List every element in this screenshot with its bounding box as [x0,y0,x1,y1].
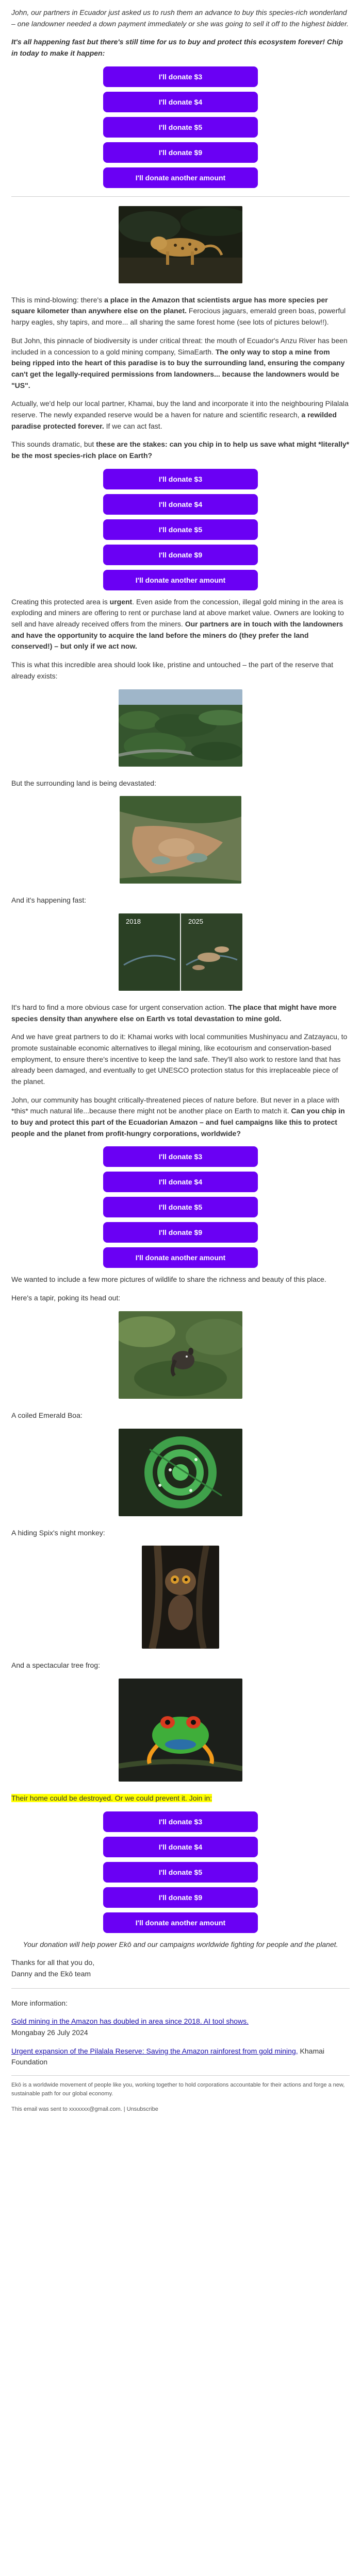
tree-frog-photo [119,1679,242,1782]
donation-note: Your donation will help power Ekō and our campaigns worldwide fighting for people and the planet. [23,1940,338,1948]
donate-4-button[interactable]: I'll donate $4 [103,92,258,112]
donate-4-button[interactable]: I'll donate $4 [103,1837,258,1857]
paragraph-tapir: Here's a tapir, poking its head out: [11,1294,121,1302]
paragraph-wildlife: We wanted to include a few more pictures of wildlife to share the richness and beauty of this place. [11,1275,326,1284]
donate-3-button[interactable]: I'll donate $3 [103,66,258,87]
donate-3-button[interactable]: I'll donate $3 [103,469,258,489]
paragraph-devastated: But the surrounding land is being devastated: [11,778,156,787]
donate-4-button[interactable]: I'll donate $4 [103,494,258,515]
intro-callout: It's all happening fast but there's still time for us to buy and protect this ecosystem forever! Chip in today to make it happen: [11,38,343,58]
reference-1 [11,2016,350,2038]
map-year-2018: 2018 [126,917,141,925]
donate-9-button[interactable]: I'll donate $9 [103,1887,258,1908]
paragraph-boa: A coiled Emerald Boa: [11,1411,83,1419]
donate-3-button[interactable]: I'll donate $3 [103,1811,258,1832]
donate-3-button[interactable]: I'll donate $3 [103,1146,258,1167]
map-year-2025: 2025 [188,917,203,925]
donate-other-button[interactable]: I'll donate another amount [103,1912,258,1933]
reference-2-link[interactable]: Urgent expansion of the Pilalala Reserve: Saving the Amazon rainforest from gold mining, [11,2046,298,2055]
paragraph-urgent-case: It's hard to find a more obvious case for urgent conservation action. The place that might have more species density than anywhere else on Earth vs total devastation to mine gold. [11,1003,337,1023]
footer-about: Ekō is a worldwide movement of people like you, working together to hold corporations accountable for their actions and forge a new, sustainable path for our global economy. [11,2082,345,2097]
signoff: Thanks for all that you do, Danny and the Ekō team [11,1958,95,1978]
footer-divider [11,2075,350,2076]
tapir-photo [119,1311,242,1399]
donate-buttons-3 [103,1146,258,1268]
reference-1-link[interactable]: Gold mining in the Amazon has doubled in area since 2018. AI tool shows. [11,2017,249,2026]
donate-5-button[interactable]: I'll donate $5 [103,1862,258,1883]
paragraph-partner: Actually, we'd help our local partner, Khamai, buy the land and incorporate it into the neighbouring Pilalala reserve. The newly expanded reserve would be a haven for nature and scientific research, a rewilded paradise protected forever. If we can act fast. [11,399,349,430]
donate-9-button[interactable]: I'll donate $9 [103,1222,258,1243]
paragraph-mind-blowing: This is mind-blowing: there's a place in the Amazon that scientists argue has more species per square kilometer than anywhere else on the planet. Ferocious jaguars, emerald green boas, powerful harpy eagles, shy tapirs, and more... all sharing the same forest home (see lots of pictures below!!). [11,295,346,327]
reference-1-source: Mongabay 26 July 2024 [11,2028,88,2037]
footer-unsubscribe[interactable]: This email was sent to xxxxxxx@gmail.com. | Unsubscribe [11,2106,158,2113]
email-body [11,0,350,2114]
reference-2-source: Khamai Foundation [11,2046,324,2066]
paragraph-join: Their home could be destroyed. Or we could prevent it. Join in: [11,1793,212,1802]
donate-other-button[interactable]: I'll donate another amount [103,1247,258,1268]
reference-2 [11,2046,350,2068]
paragraph-community: John, our community has bought critically-threatened pieces of nature before. But never in a place with *this* much natural life...because there might not be another place on Earth to match it. Can you chip in to buy and protect this part of the Ecuadorian Amazon – and fuel campaigns like this to protect people and the planet from profit-hungry corporations, worldwide? [11,1095,345,1138]
more-info-heading: More information: [11,1998,68,2007]
paragraph-partners: And we have great partners to do it: Khamai works with local communities Mushinyacu and Zatzayacu, to promote sustainable economic alternatives to illegal mining, like ecotourism and conservation-based employment, to ensure there's incentive to keep the land safe. They'll also work to restore land that has already been damaged, and eventually to get UNESCO protection status for this irreplaceable piece of the planet. [11,1032,348,1086]
divider [11,196,350,197]
paragraph-threat: But John, this pinnacle of biodiversity is under critical threat: the mouth of Ecuador's Anzu River has been included in a concession to a gold mining company, SimaEarth. The only way to stop a mine from being ripped into the heart of this paradise is to buy the surrounding land, ensuring the company can't get the legally-required permissions from landowners... because the landowners would be "US". [11,336,348,389]
donate-other-button[interactable]: I'll donate another amount [103,167,258,188]
donate-9-button[interactable]: I'll donate $9 [103,142,258,163]
paragraph-urgent: Creating this protected area is urgent. Even aside from the concession, illegal gold mining in the area is exploding and miners are offering to rent or purchase land at above market value. Owners are looking to sell and have already received offers from the miners. Our partners are in touch with the landowners and have the opportunity to acquire the land before the miners do (they prefer the land conserved!) – but only if we act now. [11,597,344,651]
night-monkey-photo [142,1546,219,1649]
pristine-forest-photo [119,689,242,767]
intro-paragraph: John, our partners in Ecuador just asked us to rush them an advance to buy this species-rich wonderland – one landowner needed a down payment immediately or she was going to sell it off to the highest bidder. [11,8,349,28]
jaguar-photo [119,206,242,283]
donate-other-button[interactable]: I'll donate another amount [103,570,258,590]
emerald-boa-photo [119,1429,242,1516]
paragraph-monkey: A hiding Spix's night monkey: [11,1528,105,1537]
satellite-comparison-photo [119,913,242,991]
donate-5-button[interactable]: I'll donate $5 [103,1197,258,1217]
donate-5-button[interactable]: I'll donate $5 [103,519,258,540]
donate-buttons-4 [103,1811,258,1933]
donate-9-button[interactable]: I'll donate $9 [103,545,258,565]
donate-buttons-2 [103,469,258,590]
divider [11,1988,350,1989]
paragraph-stakes: This sounds dramatic, but these are the stakes: can you chip in to help us save what might *literally* be the most species-rich place on Earth? [11,440,350,460]
devastated-land-photo [120,796,241,884]
donate-5-button[interactable]: I'll donate $5 [103,117,258,138]
donate-buttons-1 [103,66,258,188]
paragraph-frog: And a spectacular tree frog: [11,1661,100,1670]
paragraph-fast: And it's happening fast: [11,896,87,905]
paragraph-pristine: This is what this incredible area should look like, pristine and untouched – the part of the reserve that already exists: [11,660,334,680]
donate-4-button[interactable]: I'll donate $4 [103,1172,258,1192]
